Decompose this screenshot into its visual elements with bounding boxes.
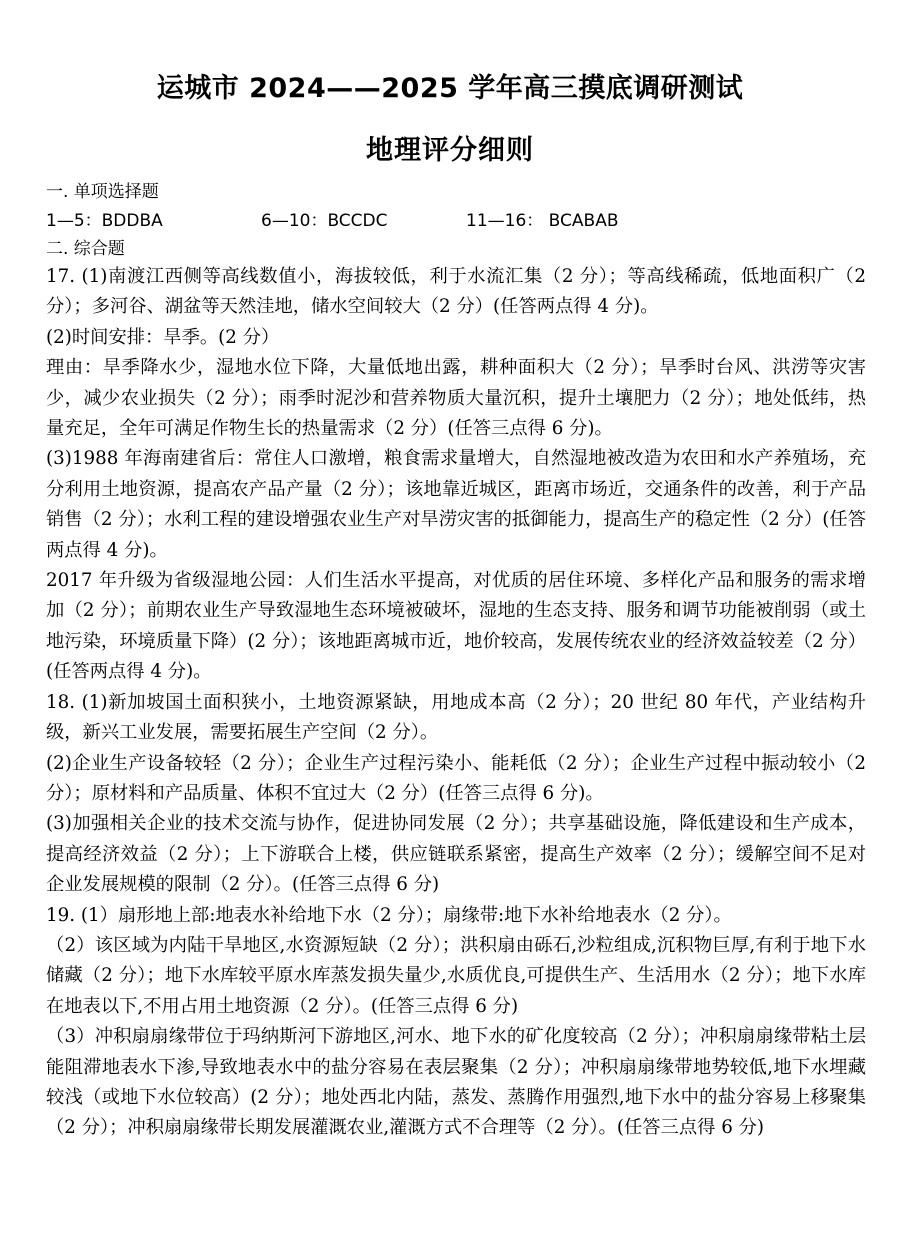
answer-18-3: (3)加强相关企业的技术交流与协作，促进协同发展（2 分）；共享基础设施，降低建设和生产成本，提高经济效益（2 分）；上下游联合上楼，供应链联系紧密，提高生产效率（2 分）；缓解空间不足对企业发展规模的限制（2 分）。(任答三点得 6 分) [46,813,866,896]
answer-18-2: (2)企业生产设备较轻（2 分）；企业生产过程污染小、能耗低（2 分）；企业生产过程中振动较小（2 分）；原材料和产品质量、体积不宜过大（2 分）(任答三点得 6 分)。 [46,752,866,804]
answer-17-3-b: 2017 年升级为省级湿地公园：人们生活水平提高，对优质的居住环境、多样化产品和服务的需求增加（2 分）；前期农业生产导致湿地生态环境被破坏，湿地的生态支持、服务和调节功能被削弱（或土地污染，环境质量下降）(2 分）；该地距离城市近，地价较高，发展传统农业的经济效益较差（2 分）(任答两点得 4 分)。 [46,570,866,683]
answer-17-2-reason: 理由：旱季降水少，湿地水位下降，大量低地出露，耕种面积大（2 分）；旱季时台风、洪涝等灾害少，减少农业损失（2 分）；雨季时泥沙和营养物质大量沉积，提升土壤肥力（2 分）；地处低纬，热量充足，全年可满足作物生长的热量需求（2 分）(任答三点得 6 分)。 [46,357,866,440]
document-subtitle: 地理评分细则 [366,135,534,166]
answer-17-2-time: (2)时间安排：旱季。(2 分） [46,326,280,348]
answer-18-1: 18. (1)新加坡国土面积狭小，土地资源紧缺，用地成本高（2 分）；20 世纪 80 年代，产业结构升级，新兴工业发展，需要拓展生产空间（2 分）。 [46,691,866,744]
answer-group-11-16: 11—16： BCABAB [466,211,619,231]
answer-group-6-10: 6—10：BCCDC [261,211,388,231]
answer-19-2: （2）该区域为内陆干旱地区,水资源短缺（2 分）；洪积扇由砾石,沙粒组成,沉积物巨厚,有利于地下水储藏（2 分）；地下水库较平原水库蒸发损失量少,水质优良,可提供生产、生活用水（2 分）；地下水库在地表以下,不用占用土地资源（2 分）。(任答三点得 6 分) [46,934,866,1017]
section-heading-multiple-choice: 一. 单项选择题 [46,182,159,202]
answer-17-1: 17. (1)南渡江西侧等高线数值小，海拔较低，利于水流汇集（2 分）；等高线稀疏，低地面积广（2 分）；多河谷、湖盆等天然洼地，储水空间较大（2 分）(任答两点得 4 分)。 [46,266,866,318]
answer-19-3: （3）冲积扇扇缘带位于玛纳斯河下游地区,河水、地下水的矿化度较高（2 分）；冲积扇扇缘带粘土层能阻滞地表水下渗,导致地表水中的盐分容易在表层聚集（2 分）；冲积扇扇缘带地势较低,地下水埋藏较浅（或地下水位较高）(2 分）；地处西北内陆，蒸发、蒸腾作用强烈,地下水中的盐分容易上移聚集（2 分）；冲积扇扇缘带长期发展灌溉农业,灌溉方式不合理等（2 分）。(任答三点得 6 分) [46,1026,866,1139]
answer-19-1: 19. (1）扇形地上部:地表水补给地下水（2 分）；扇缘带:地下水补给地表水（2 分）。 [46,904,732,926]
section-heading-comprehensive: 二. 综合题 [46,239,125,259]
answer-group-1-5: 1—5：BDDBA [46,211,163,231]
document-title: 运城市 2024——2025 学年高三摸底调研测试 [156,73,744,104]
document-body [46,178,866,1144]
multiple-choice-answers [46,206,866,236]
answer-17-3-a: (3)1988 年海南建省后：常住人口激增，粮食需求量增大，自然湿地被改造为农田和水产养殖场，充分利用土地资源，提高农产品产量（2 分）；该地靠近城区，距离市场近，交通条件的改善，利于产品销售（2 分）；水利工程的建设增强农业生产对旱涝灾害的抵御能力，提高生产的稳定性（2 分）(任答两点得 4 分)。 [46,448,866,561]
